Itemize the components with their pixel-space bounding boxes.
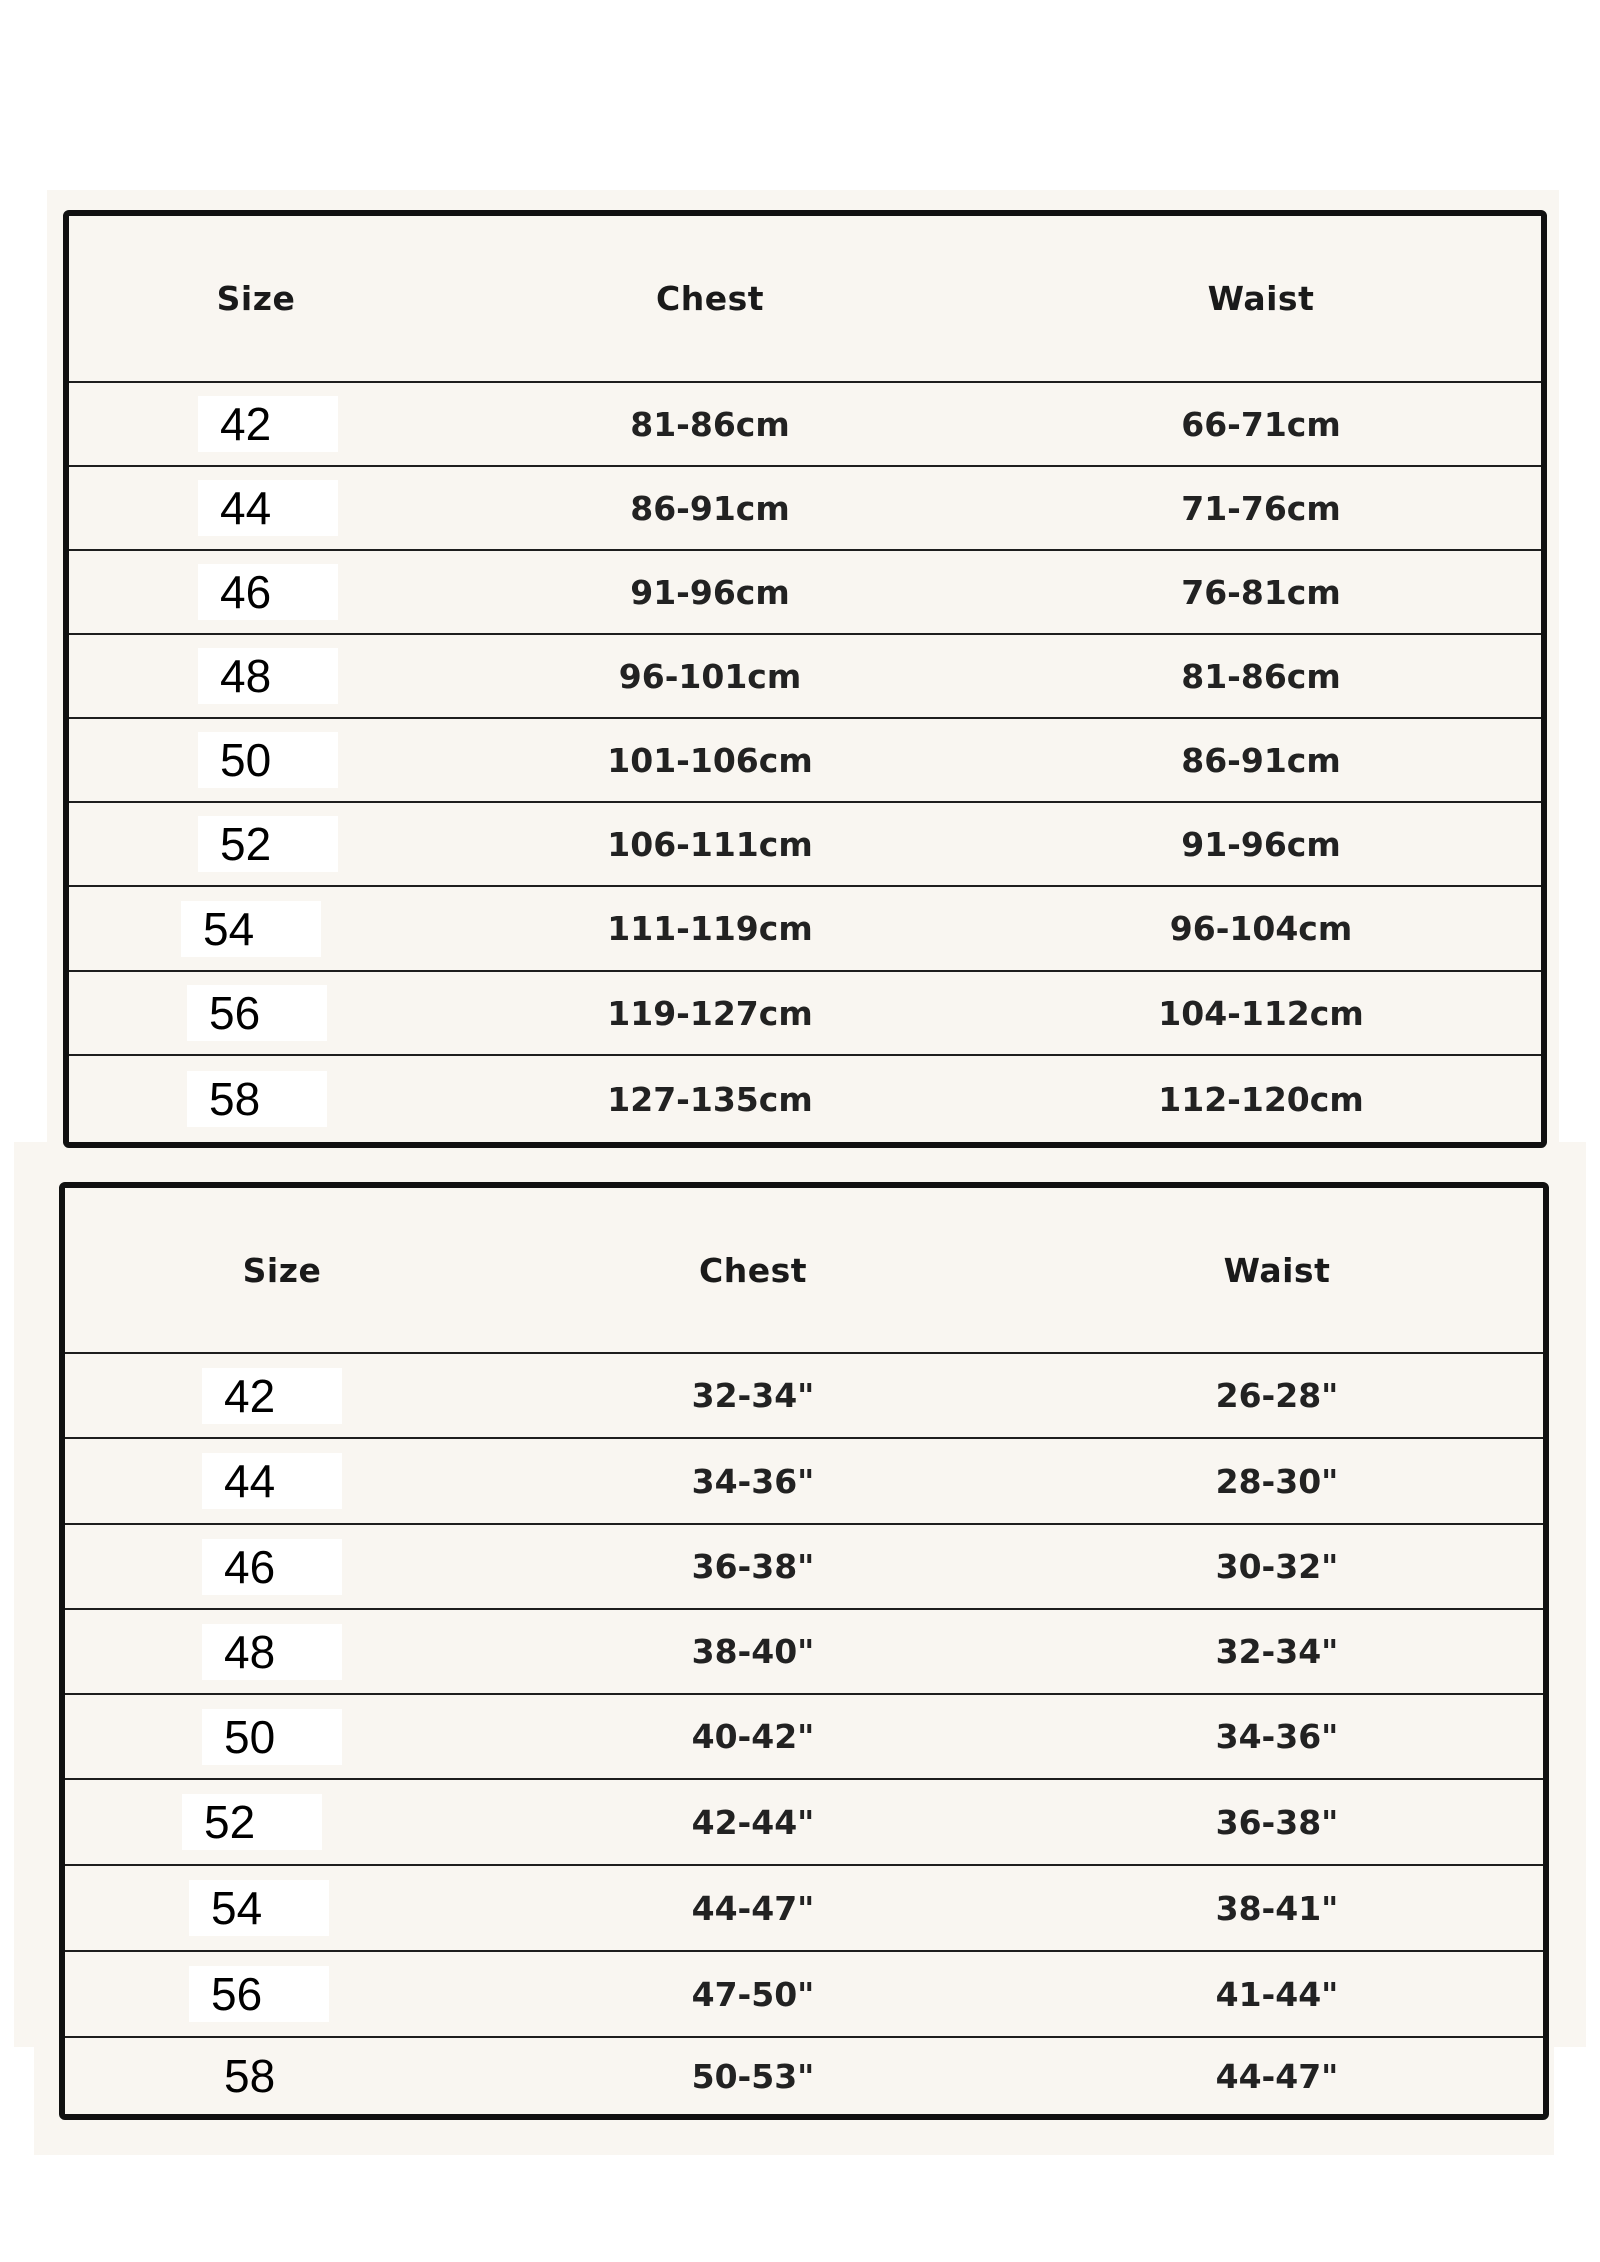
size-value: 50 bbox=[220, 734, 272, 786]
table-row bbox=[65, 1610, 1543, 1695]
chest-value: 86-91cm bbox=[630, 488, 790, 528]
size-label-box bbox=[181, 901, 321, 957]
waist-value: 41-44" bbox=[1215, 1974, 1339, 2014]
size-value: 48 bbox=[224, 1625, 276, 1678]
waist-value: 112-120cm bbox=[1158, 1079, 1364, 1119]
size-value: 52 bbox=[220, 818, 272, 870]
chest-value: 34-36" bbox=[691, 1461, 815, 1501]
size-label-box bbox=[198, 816, 338, 872]
waist-column-header: Waist bbox=[1207, 279, 1315, 318]
size-value: 50 bbox=[224, 1710, 276, 1763]
chest-column-header: Chest bbox=[655, 279, 765, 318]
chest-value: 81-86cm bbox=[630, 404, 790, 444]
size-value: 58 bbox=[224, 2050, 276, 2102]
waist-value: 81-86cm bbox=[1181, 656, 1341, 696]
size-label-box bbox=[198, 396, 338, 452]
table-row bbox=[69, 635, 1541, 719]
table-row bbox=[69, 551, 1541, 635]
size-label-box bbox=[189, 1880, 329, 1936]
table-row bbox=[69, 887, 1541, 972]
size-label-box bbox=[198, 732, 338, 788]
chest-value: 36-38" bbox=[691, 1547, 815, 1586]
size-value: 58 bbox=[209, 1073, 261, 1125]
size-value: 56 bbox=[211, 1968, 263, 2020]
table-row bbox=[69, 1056, 1541, 1142]
table-row bbox=[65, 1695, 1543, 1780]
waist-value: 28-30" bbox=[1215, 1461, 1339, 1501]
size-value: 54 bbox=[203, 902, 255, 955]
size-value: 56 bbox=[209, 987, 261, 1039]
table-row bbox=[65, 1866, 1543, 1952]
size-label-box bbox=[202, 1368, 342, 1424]
size-label-box bbox=[202, 1709, 342, 1765]
chest-column-header: Chest bbox=[698, 1250, 808, 1290]
waist-value: 34-36" bbox=[1215, 1717, 1339, 1756]
waist-value: 32-34" bbox=[1215, 1632, 1339, 1671]
table-header-row bbox=[65, 1188, 1543, 1354]
size-value: 44 bbox=[220, 482, 272, 534]
chest-value: 40-42" bbox=[691, 1717, 815, 1756]
size-label-box bbox=[202, 1453, 342, 1509]
table-row bbox=[65, 1439, 1543, 1525]
table-row bbox=[65, 1952, 1543, 2038]
waist-value: 66-71cm bbox=[1181, 404, 1341, 444]
chest-value: 47-50" bbox=[691, 1974, 815, 2014]
size-label-box bbox=[202, 1539, 342, 1595]
waist-value: 104-112cm bbox=[1158, 993, 1364, 1033]
chest-value: 32-34" bbox=[691, 1376, 815, 1415]
waist-value: 71-76cm bbox=[1181, 488, 1341, 528]
table-row bbox=[65, 1780, 1543, 1866]
size-column-header: Size bbox=[242, 1250, 322, 1290]
chest-value: 96-101cm bbox=[618, 656, 802, 696]
chest-value: 44-47" bbox=[691, 1888, 815, 1928]
chest-value: 127-135cm bbox=[607, 1079, 813, 1119]
size-chart-inches bbox=[59, 1182, 1549, 2120]
table-row bbox=[65, 2038, 1543, 2114]
size-label-box bbox=[187, 1071, 327, 1127]
chest-value: 106-111cm bbox=[607, 824, 813, 864]
waist-column-header: Waist bbox=[1223, 1250, 1331, 1290]
size-label-box bbox=[202, 2048, 342, 2104]
table-row bbox=[69, 803, 1541, 887]
size-column-header: Size bbox=[216, 279, 296, 318]
table-row bbox=[69, 719, 1541, 803]
table-row bbox=[69, 972, 1541, 1056]
size-label-box bbox=[198, 648, 338, 704]
size-label-box bbox=[198, 564, 338, 620]
waist-value: 30-32" bbox=[1215, 1547, 1339, 1586]
chest-value: 101-106cm bbox=[607, 740, 813, 780]
waist-value: 91-96cm bbox=[1181, 824, 1341, 864]
table-row bbox=[65, 1354, 1543, 1439]
chest-value: 91-96cm bbox=[630, 572, 790, 612]
size-value: 42 bbox=[224, 1369, 276, 1422]
size-value: 42 bbox=[220, 398, 272, 450]
chest-value: 50-53" bbox=[691, 2056, 815, 2096]
waist-value: 26-28" bbox=[1215, 1376, 1339, 1415]
size-value: 46 bbox=[224, 1540, 276, 1593]
waist-value: 86-91cm bbox=[1181, 740, 1341, 780]
table-row bbox=[69, 467, 1541, 551]
chest-value: 42-44" bbox=[691, 1802, 815, 1842]
size-value: 54 bbox=[211, 1882, 263, 1934]
waist-value: 44-47" bbox=[1215, 2056, 1339, 2096]
table-row bbox=[65, 1525, 1543, 1610]
chest-value: 119-127cm bbox=[607, 993, 813, 1033]
size-value: 44 bbox=[224, 1455, 276, 1507]
size-label-box bbox=[198, 480, 338, 536]
waist-value: 96-104cm bbox=[1169, 909, 1353, 948]
waist-value: 38-41" bbox=[1215, 1888, 1339, 1928]
size-label-box bbox=[187, 985, 327, 1041]
size-chart-cm bbox=[63, 210, 1547, 1148]
table-row bbox=[69, 383, 1541, 467]
size-value: 46 bbox=[220, 566, 272, 618]
waist-value: 76-81cm bbox=[1181, 572, 1341, 612]
table-header-row bbox=[69, 216, 1541, 383]
waist-value: 36-38" bbox=[1215, 1802, 1339, 1842]
chest-value: 38-40" bbox=[691, 1632, 815, 1671]
size-value: 48 bbox=[220, 650, 272, 702]
size-value: 52 bbox=[204, 1796, 256, 1848]
chest-value: 111-119cm bbox=[607, 909, 813, 948]
size-label-box bbox=[182, 1794, 322, 1850]
size-label-box bbox=[202, 1624, 342, 1680]
size-label-box bbox=[189, 1966, 329, 2022]
